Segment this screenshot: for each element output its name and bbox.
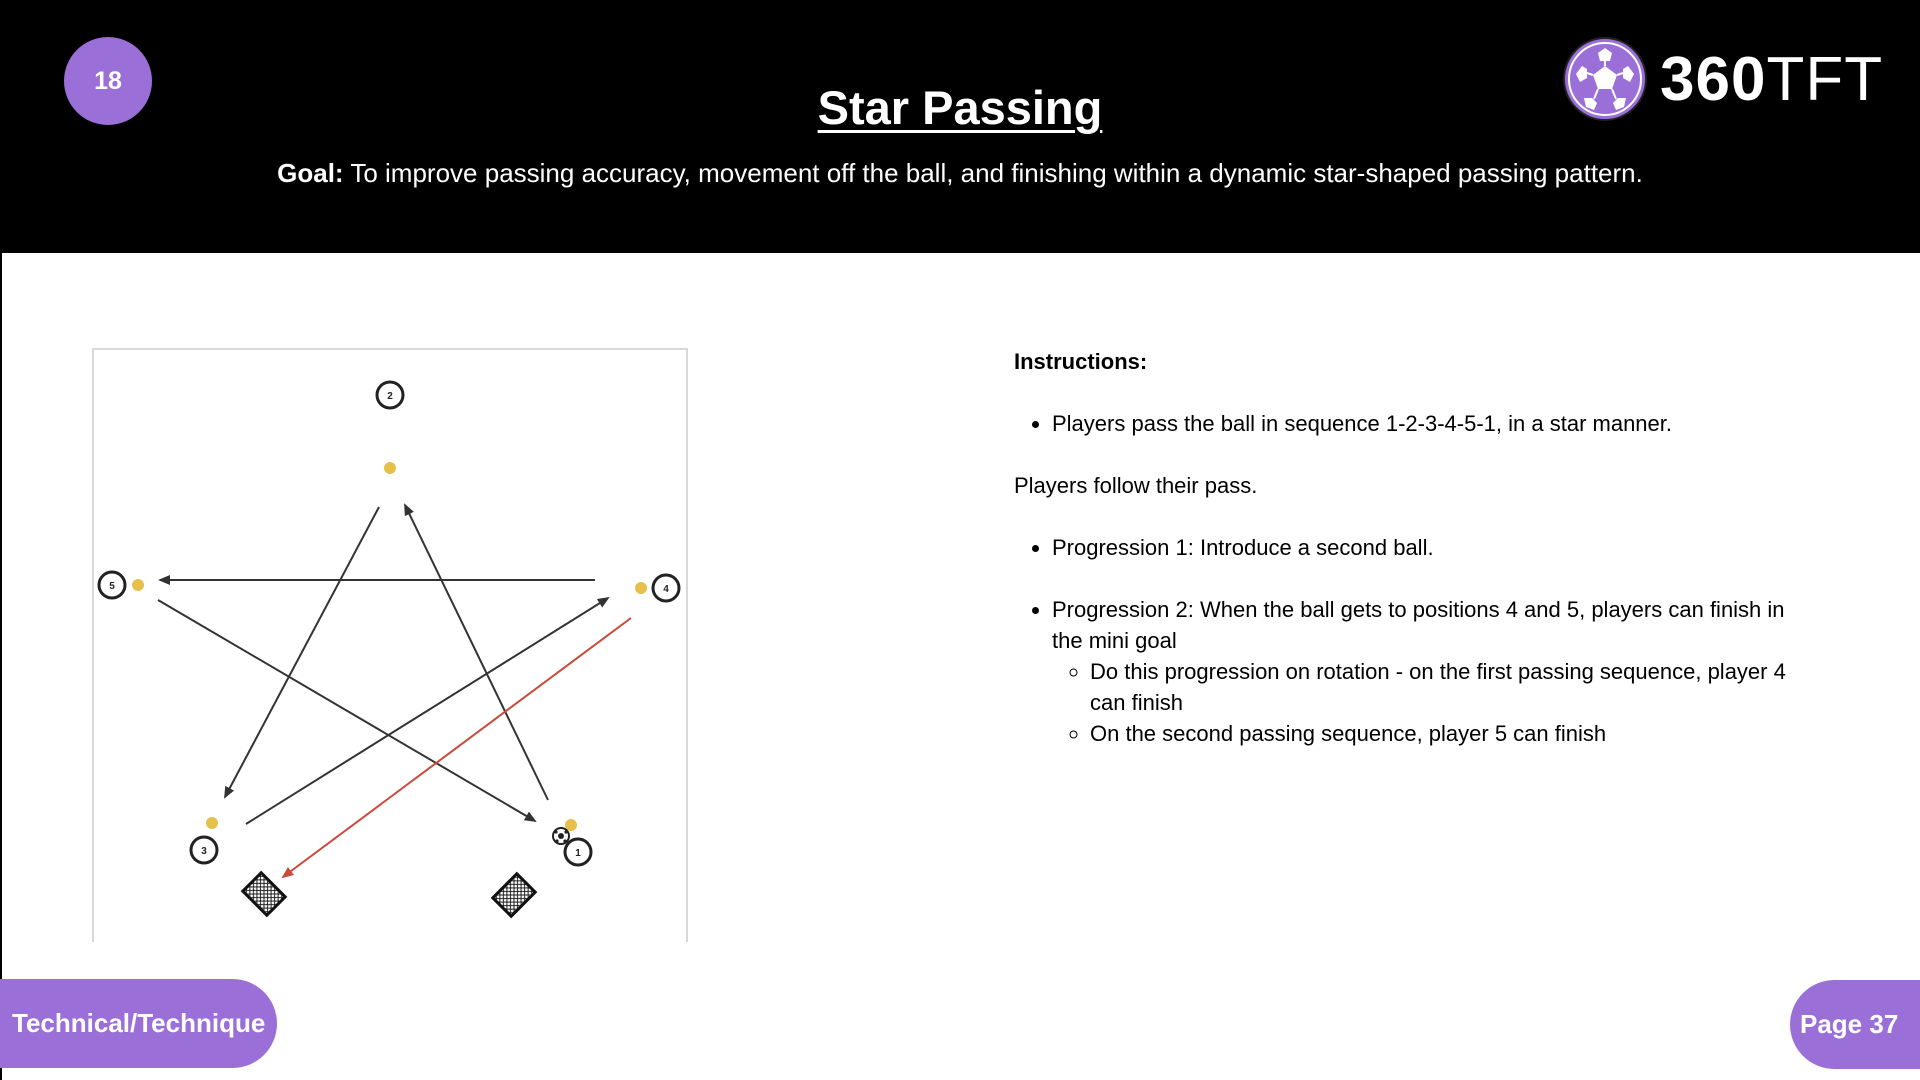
list-item	[1052, 594, 1814, 749]
player-marker-4	[653, 575, 679, 601]
instructions-paragraph: Players follow their pass.	[1014, 473, 1258, 498]
brand-logo	[1562, 36, 1883, 122]
instructions-list-3	[1014, 594, 1814, 749]
page-number-badge: Page 37	[1790, 980, 1920, 1069]
list-item-text: Progression 2: When the ball gets to positions 4 and 5, players can finish in the mini goal	[1052, 597, 1785, 653]
instructions-panel	[1014, 346, 1814, 780]
svg-text:5: 5	[109, 581, 115, 592]
instructions-sublist	[1052, 656, 1814, 749]
svg-text:1: 1	[575, 848, 581, 859]
soccer-ball-icon	[553, 828, 569, 844]
page-title: Star Passing	[817, 81, 1103, 134]
pass-arrow-3-to-4	[246, 598, 608, 824]
category-badge: Technical/Technique	[0, 979, 277, 1068]
drill-diagram	[92, 348, 688, 942]
brand-wordmark-regular: TFT	[1766, 44, 1884, 114]
svg-text:3: 3	[201, 846, 207, 857]
cone	[384, 462, 396, 474]
goal-text: To improve passing accuracy, movement off the ball, and finishing within a dynamic star-shaped passing pattern.	[343, 158, 1643, 188]
mini-goal-icon	[243, 873, 285, 915]
sub-list-item: ◦ Do this progression on rotation - on the first passing sequence, player 4 can finish	[1090, 656, 1814, 718]
brand-wordmark-bold: 360	[1660, 44, 1767, 114]
instructions-list-2	[1014, 532, 1814, 563]
soccer-ball-icon	[1562, 36, 1648, 122]
pass-arrow-1-to-2	[405, 505, 548, 800]
goal-label: Goal:	[277, 158, 344, 188]
drill-diagram-svg	[94, 350, 686, 942]
instructions-heading: Instructions:	[1014, 349, 1148, 374]
player-marker-5	[99, 572, 125, 598]
left-border-line	[0, 253, 2, 1080]
svg-text:2: 2	[387, 391, 393, 402]
brand-wordmark	[1660, 44, 1883, 115]
cone	[132, 579, 144, 591]
instructions-list-1	[1014, 408, 1814, 439]
sub-list-item: ◦ On the second passing sequence, player 5 can finish	[1090, 718, 1814, 749]
mini-goal-icon	[493, 874, 535, 916]
cone	[635, 582, 647, 594]
player-marker-2	[377, 382, 403, 408]
session-number-badge: 18	[64, 37, 152, 125]
svg-text:4: 4	[663, 584, 669, 595]
header-bar	[0, 0, 1920, 253]
pass-arrow-5-to-1	[158, 600, 535, 821]
player-marker-3	[191, 837, 217, 863]
player-marker-1	[565, 839, 591, 865]
list-item: • Players pass the ball in sequence 1-2-3-4-5-1, in a star manner.	[1052, 408, 1814, 439]
cone	[206, 817, 218, 829]
goal-statement	[0, 158, 1920, 189]
list-item: • Progression 1: Introduce a second ball.	[1052, 532, 1814, 563]
